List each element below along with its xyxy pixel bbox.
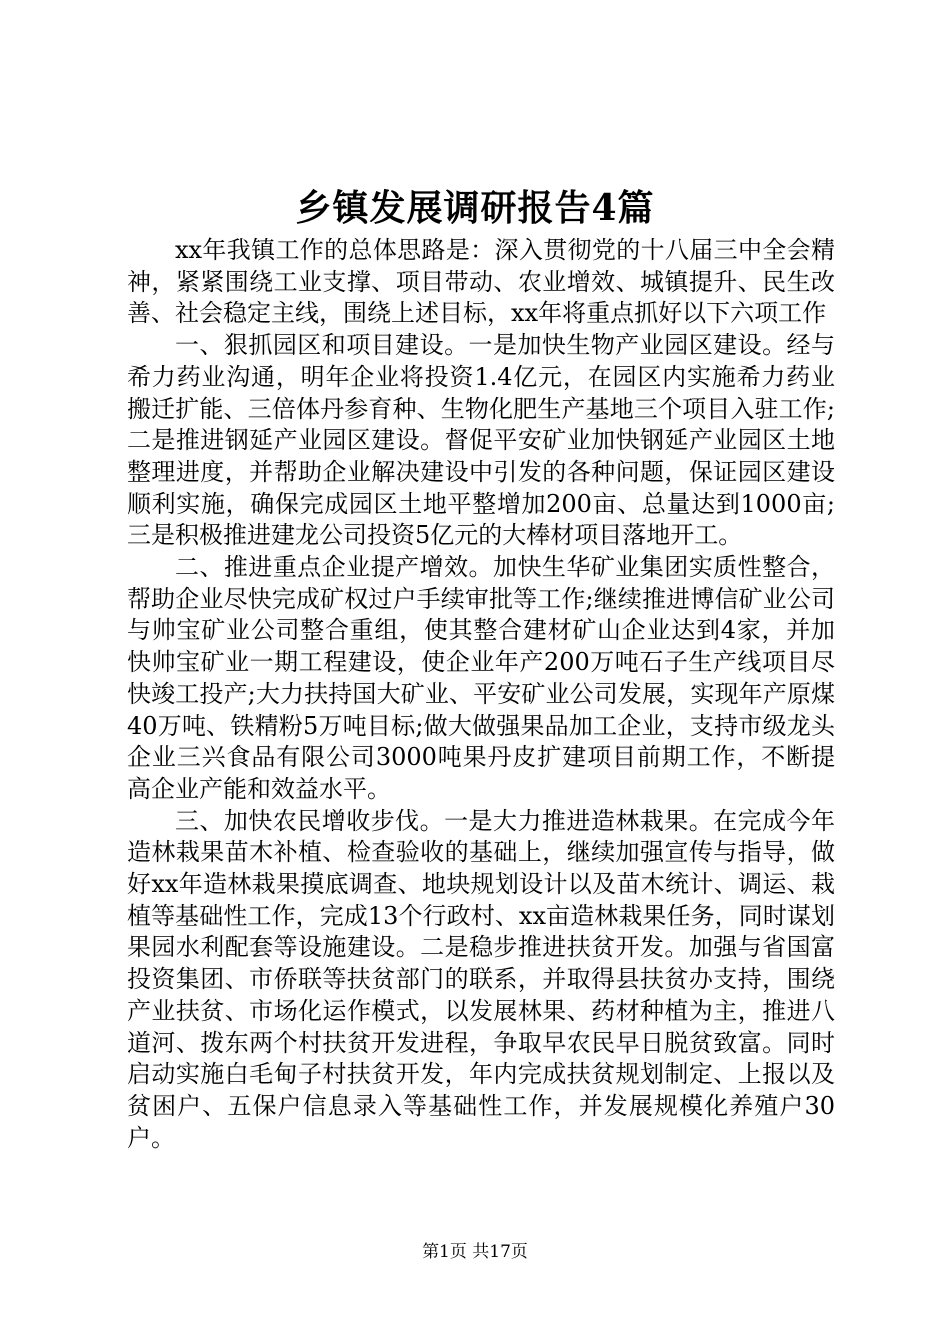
paragraph: 二、推进重点企业提产增效。加快生华矿业集团实质性整合，帮助企业尽快完成矿权过户手续审批等工作;继续推进博信矿业公司与帅宝矿业公司整合重组，使其整合建材矿山企业达到4家，并加快帅宝矿业一期工程建设，使企业年产200万吨石子生产线项目尽快竣工投产;大力扶持国大矿业、平安矿业公司发展，实现年产原煤40万吨、铁精粉5万吨目标;做大做强果品加工企业，支持市级龙头企业三兴食品有限公司3000吨果丹皮扩建项目前期工作，不断提高企业产能和效益水平。 bbox=[127, 553, 835, 803]
page-footer: 第1页 共17页 bbox=[422, 1242, 528, 1262]
document-title: 乡镇发展调研报告4篇 bbox=[295, 187, 655, 229]
paragraph: xx年我镇工作的总体思路是：深入贯彻党的十八届三中全会精神，紧紧围绕工业支撑、项目带动、农业增效、城镇提升、民生改善、社会稳定主线，围绕上述目标，xx年将重点抓好以下六项工作 bbox=[127, 236, 835, 328]
document-body bbox=[127, 235, 835, 1154]
paragraph: 一、狠抓园区和项目建设。一是加快生物产业园区建设。经与希力药业沟通，明年企业将投资1.4亿元，在园区内实施希力药业搬迁扩能、三倍体丹参育种、生物化肥生产基地三个项目入驻工作;二是推进钢延产业园区建设。督促平安矿业加快钢延产业园区土地整理进度，并帮助企业解决建设中引发的各种问题，保证园区建设顺利实施，确保完成园区土地平整增加200亩、总量达到1000亩;三是积极推进建龙公司投资5亿元的大棒材项目落地开工。 bbox=[127, 331, 835, 550]
paragraph: 三、加快农民增收步伐。一是大力推进造林栽果。在完成今年造林栽果苗木补植、检查验收的基础上，继续加强宣传与指导，做好xx年造林栽果摸底调查、地块规划设计以及苗木统计、调运、栽植等基础性工作，完成13个行政村、xx亩造林栽果任务，同时谋划果园水利配套等设施建设。二是稳步推进扶贫开发。加强与省国富投资集团、市侨联等扶贫部门的联系，并取得县扶贫办支持，围绕产业扶贫、市场化运作模式，以发展林果、药材种植为主，推进八道河、拨东两个村扶贫开发进程，争取早农民早日脱贫致富。同时启动实施白毛甸子村扶贫开发，年内完成扶贫规划制定、上报以及贫困户、五保户信息录入等基础性工作，并发展规模化养殖户30户。 bbox=[127, 806, 835, 1152]
